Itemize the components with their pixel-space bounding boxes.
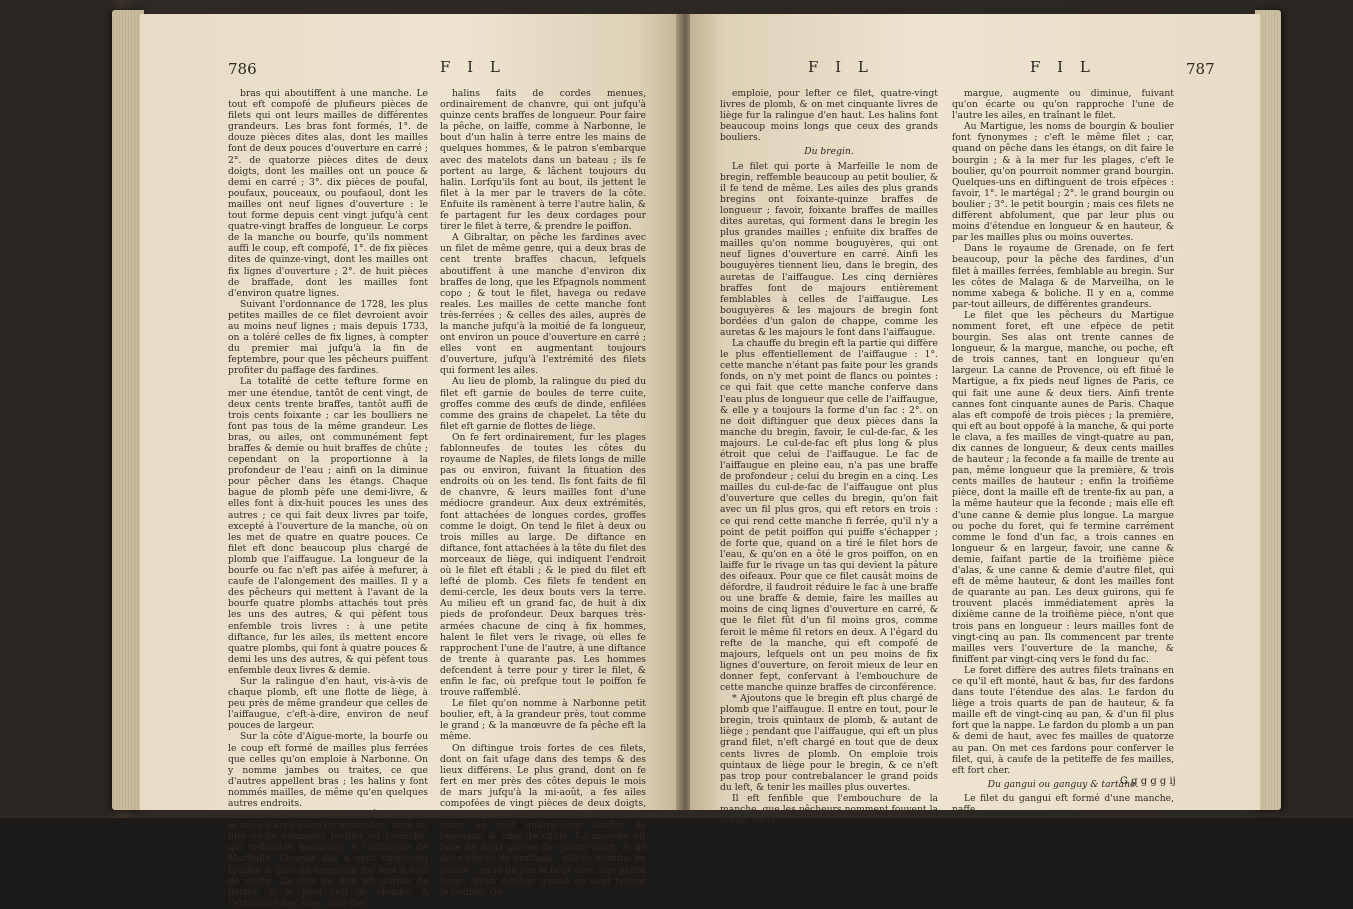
paragraph: Aux environs de Cette, on pêche depuis le mois d'avril jufqu'en novembre, avec un filet qu'ils nomment boulier ou bouliche, qui reffemble beaucoup à l'aiffaugue de Marfeille. Chaque aile a cent vingt-cinq braffes & plus de longueur, fur fept à huit de chûte. La tête du filet eft garnie de flottes, & le pied l'eft de plombs. A l'extrémité des ailes, font des [228,809,428,909]
paragraph: Le filet que les pêcheurs du Martigue nomment foret, eft une efpèce de petit bourgin. Ses alas ont trente cannes de longueur, & la margue, manche, ou poche, eft de trois cannes, tant en longueur qu'en largeur. La canne de Provence, où eft fitué le Martigue, a fix pieds neuf lignes de Paris, ce qui fait une aune & deux tiers. Ainfi trente cannes font cinquante aunes de Paris. Chaque alas eft compofé de trois pièces ; la première, qui eft au bout oppofé à la manche, & qui porte le clava, a fes mailles de vingt-quatre au pan, dix cannes de longueur, & deux cents mailles de hauteur ; la feconde a fa maille de trente au pan, même longueur que la première, & trois cents mailles de hauteur ; enfin la troifième pièce, dont la maille eft de trente-fix au pan, a la même hauteur que la feconde ; mais elle eft d'une canne & demie plus longue. La margue ou poche du foret, qui fe termine carrément comme le fond d'un fac, a trois cannes en longueur & en largeur, favoir, une canne & demie, faifant partie de la troifième pièce d'alas, & une canne & demie d'autre filet, qui eft de même hauteur, & dont les mailles font de quarante au pan. Les deux guirons, qui fe trouvent placés immédiatement après la dixième canne de la troifième pièce, n'ont que trois pans en longueur : leurs mailles font de vingt-cinq au pan. Ils commencent par trente mailles vers l'ouverture de la manche, & finiffent par vingt-cinq vers le fond du fac. [952,309,1174,665]
left-page [140,14,680,909]
right-running-head: F I L [808,58,874,76]
paragraph: A Gibraltar, on pêche les fardines avec un filet de même genre, qui a deux bras de cent trente braffes chacun, lefquels aboutiffent à une manche d'environ dix braffes de long, que les Efpagnols nomment copo ; & tout le filet, havega ou redave reales. Les mailles de cette manche font très-ferrées ; & celles des ailes, auprès de la manche jufqu'à la moitié de fa longueur, ont environ un pouce d'ouverture en carré ; elles vont en augmentant toujours d'ouverture, jufqu'à l'extrémité des filets qui forment les ailes. [440,232,646,377]
paragraph: Sur la côte d'Aigue-morte, la bourfe ou le coup eft formé de mailles plus ferrées que celles qu'on emploie à Narbonne. On y nomme jambes ou traites, ce que d'autres appellent bras ; les halins y font nommés mailles, de même qu'en quelques autres endroits. [228,731,428,809]
paragraph: Au lieu de plomb, la ralingue du pied du filet eft garnie de boules de terre cuite, groffes comme des œufs de dinde, enfilées comme des grains de chapelet. La tête du filet eft garnie de flottes de liège. [440,376,646,432]
section-heading: Du bregin. [804,146,854,158]
paragraph: * Ajoutons que le bregin eft plus chargé de plomb que l'aiffaugue. Il entre en tout, pour le bregin, trois quintaux de plomb, & autant de liège ; pendant que l'aiffaugue, qui eft un plus grand filet, n'eft chargé en tout que de deux cents livres de plomb. On emploie trois quintaux de liège pour le bregin, & ce n'eft pas trop pour contrebalancer le grand poids du left, & tenir les mailles plus ouvertes. [720,693,938,793]
paragraph: La totalité de cette tefture forme en mer une étendue, tantôt de cent vingt, de deux cents trente braffes, tantôt auffi de trois cents foixante ; car les boulliers ne font pas tous de la même grandeur. Les bras, ou ailes, ont communément fept braffes & demie ou huit braffes de chûte ; cependant on la proportionne à la profondeur de l'eau ; ainfi on la diminue pour pêcher dans les étangs. Chaque bague de plomb pèfe une demi-livre, & elles font à dix-huit pouces les unes des autres ; ce qui fait deux livres par toife, excepté à l'ouverture de la manche, où on les met de quatre en quatre pouces. Ce filet eft donc beaucoup plus chargé de plomb que l'aiffaugue. La longueur de la bourfe ou fac n'eft pas aifée à mefurer, à caufe de l'alongement des mailles. Il y a des pêcheurs qui mettent à l'avant de la bourfe quatre plombs attachés tout près les uns des autres, & qui pèfent tous enfemble trois livres : à une petite diftance, fur les ailes, ils mettent encore quatre plombs, qui font à quatre pouces & demi les uns des autres, & qui pèfent tous enfemble deux livres & demie. [228,376,428,676]
right-running-head-2: F I L [1030,58,1096,76]
left-column-2 [440,88,646,898]
paragraph: Le filet du gangui eft formé d'une manche, naffe [952,792,1174,815]
paragraph: Suivant l'ordonnance de 1728, les plus petites mailles de ce filet devroient avoir au moins neuf lignes ; mais depuis 1733, on a toléré celles de fix lignes, à compter du premier mai jufqu'à la fin de feptembre, pour que les pêcheurs puiffent profiter du paffage des fardines. [228,298,428,377]
paragraph: Il eft fenfible que l'embouchure de la manche, que les pêcheurs nomment fouvent la gorge, ou la [720,792,938,827]
paragraph: Dans le royaume de Grenade, on fe fert beaucoup, pour la pêche des fardines, d'un filet à mailles ferrées, femblable au bregin. Sur les côtes de Malaga & de Marveilha, on le nomme xabega & boliche. Il y en a, comme par-tout ailleurs, de différentes grandeurs. [952,243,1174,310]
paragraph: margue, augmente ou diminue, fuivant qu'on écarte ou qu'on rapproche l'une de l'autre les ailes, en traînant le filet. [952,88,1174,122]
paragraph: Sur la ralingue d'en haut, vis-à-vis de chaque plomb, eft une flotte de liège, à peu près de même grandeur que celles de l'aiffaugue, c'eft-à-dire, environ de neuf pouces de largeur. [228,675,428,732]
signature-mark: G g g g g ij [1120,776,1176,787]
paragraph: Le filet qu'on nomme à Narbonne petit boulier, eft, à la grandeur près, tout comme le grand ; & la manœuvre de fa pêche eft la même. [440,698,646,743]
left-page-number: 786 [228,60,257,78]
paragraph: Le foret diffère des autres filets traînans en ce qu'il eft monté, haut & bas, fur des fardons dans toute l'étendue des alas. Le fardon du liège a trois quarts de pan de hauteur, & fa maille eft de vingt-cinq au pan, & d'un fil plus fort que la nappe. Le fardon du plomb a un pan & demi de haut, avec fes mailles de quatorze au pan. On met ces fardons pour conferver le filet, qui, à caufe de la petiteffe de fes mailles, eft fort cher. [952,664,1174,776]
paragraph: Au Martigue, les noms de bourgin & boulier font fynonymes ; c'eft le même filet ; car, quand on pêche dans les étangs, on dit faire le bourgin ; & à la mer fur les plages, c'eft le boulier, qu'on pourroit nommer grand bourgin. Quelques-uns en diftinguent de trois efpèces : favoir, 1°. le martégal ; 2°. le grand bourgin ou boulier ; 3°. le petit bourgin ; mais ces filets ne diffèrent abfolument, que par leur plus ou moins d'étendue en longueur & en hauteur, & par les mailles plus ou moins ouvertes. [952,121,1174,244]
paragraph: emploie, pour lefter ce filet, quatre-vingt livres de plomb, & on met cinquante livres de liège fur la ralingue d'en haut. Les halins font beaucoup moins longs que ceux des grands bouliers. [720,88,938,144]
right-column-2 [952,88,1174,815]
paragraph: halins faits de cordes menues, ordinairement de chanvre, qui ont jufqu'à quinze cents braffes de longueur. Pour faire la pêche, on laiffe, comme à Narbonne, le bout d'un halin à terre entre les mains de quelques hommes, & le patron s'embarque avec des matelots dans un bateau ; ils fe portent au large, & lâchent toujours du halin. Lorfqu'ils font au bout, ils jettent le filet à la mer par le travers de la côte. Enfuite ils ramènent à terre l'autre halin, & fe partagent fur les deux cordages pour tirer le filet à terre, & prendre le poiffon. [440,88,646,233]
right-page [690,14,1260,827]
right-column-1 [720,88,938,826]
paragraph: On diftingue trois fortes de ces filets, dont on fait ufage dans des temps & des lieux différens. Le plus grand, dont on fe fert en mer près des côtes depuis le mois de mars jufqu'à la mi-août, a fes ailes compofées de vingt pièces de deux doigts, de fix de poufal, & de deux de quinze-vingt, ayant en tout quatre-vingt braffes de longueur, & cinq de chûte. La manche eft faite de deux pièces de quatre-vingt, & de deux pièces de braffade ; elle fe termine en pointe ; on la lie par le bout avec une petite ligne, qu'on dénoue quand on veut retirer le poiffon. On [440,742,646,898]
paragraph: bras qui aboutiffent à une manche. Le tout eft compofé de plufieurs pièces de filets qui ont leurs mailles de différentes grandeurs. Les bras font formés, 1°. de douze pièces dites alas, dont les mailles font de deux pouces d'ouverture en carré ; 2°. de quatorze pièces dites de deux doigts, dont les mailles ont un pouce & demi en carré ; 3°. dix pièces de poufal, poufaux, pouceaux, ou poufaoul, dont les mailles ont neuf lignes d'ouverture : le tout forme depuis cent vingt jufqu'à cent quatre-vingt braffes de longueur. Le corps de la manche ou bourfe, qu'ils nomment auffi le coup, eft compofé, 1°. de fix pièces dites de quinze-vingt, dont les mailles ont fix lignes d'ouverture ; 2°. de huit pièces de braffade, dont les mailles font d'environ quatre lignes. [228,88,428,299]
section-heading: Du gangui ou ganguy & tartane. [987,778,1139,790]
right-page-number: 787 [1186,60,1215,78]
paragraph: La chauffe du bregin eft la partie qui diffère le plus effentiellement de l'aiffaugue : 1°. cette manche n'étant pas faite pour les grands fonds, on n'y met point de flancs ou pointes : ce qui fait que cette manche conferve dans l'eau plus de longueur que celle de l'aiffaugue, & elle y a toujours la forme d'un fac : 2°. on ne doit diftinguer que deux pièces dans la manche du bregin, favoir, le cul-de-fac, & les majours. Le cul-de-fac eft plus long & plus étroit que celui de l'aiffaugue. Le fac de l'aiffaugue en pleine eau, n'a pas une braffe de profondeur ; celui du bregin en a cinq. Les mailles du cul-de-fac de l'aiffaugue ont plus d'ouverture que celles du bregin, qu'on fait avec un fil plus gros, qui eft retors en trois : ce qui rend cette manche fi ferrée, qu'il n'y a point de petit poiffon qui puiffe s'échapper ; de forte que, quand on a tiré le filet hors de l'eau, & qu'on en a ôté le gros poiffon, on en laiffe fur le rivage un tas qui devient la pâture des oifeaux. Pour que ce filet causât moins de défordre, il faudroit réduire le fac à une braffe ou une braffe & demie, faire les mailles au moins de cinq lignes d'ouverture en carré, & que le filet fût d'un fil moins gros, comme feroit le même fil retors en deux. A l'égard du refte de la manche, qui eft compofé de majours, lefquels ont un peu moins de fix lignes d'ouverture, on feroit mieux de leur en donner fept, confervant à l'embouchure de cette manche quinze braffes de circonférence. [720,338,938,693]
left-running-head: F I L [440,58,506,76]
paragraph: Le filet qui porte à Marfeille le nom de bregin, reffemble beaucoup au petit boulier, & il fe tend de même. Les ailes des plus grands bregins ont foixante-quinze braffes de longueur ; favoir, foixante braffes de mailles dites auretas, qui forment dans le bregin les plus grandes mailles ; enfuite dix braffes de mailles qu'on nomme bouguyères, qui ont neuf lignes d'ouverture en carré. Ainfi les bouguyères tiennent lieu, dans le bregin, des auretas de l'aiffaugue. Les cinq dernières braffes font de majours entièrement femblables à celles de l'aiffaugue. Les bouguyères & les majours de bregin font bordées d'un galon de chappe, comme les auretas & les majours le font dans l'aiffaugue. [720,160,938,338]
left-column-1 [228,88,428,909]
paragraph: On fe fert ordinairement, fur les plages fablonneufes de toutes les côtes du royaume de Naples, de filets longs de mille pas ou environ, fuivant la fituation des endroits où on les tend. Ils font faits de fil de chanvre, & leurs mailles font d'une médiocre grandeur. Aux deux extrémités, font attachées de longues cordes, groffes comme le doigt. On tend le filet à deux ou trois milles au large. De diftance en diftance, font attachées à la tête du filet des morceaux de liège, qui indiquent l'endroit où le filet eft établi ; & le pied du filet eft lefté de plomb. Ces filets fe tendent en demi-cercle, les deux bouts vers la terre. Au milieu eft un grand fac, de huit à dix pieds de profondeur. Deux barques très-armées chacune de cinq à fix hommes, halent le filet vers le rivage, où elles fe rapprochent l'une de l'autre, à une diftance de trente à quarante pas. Les hommes defcendent à terre pour y tirer le filet, & enfin le fac, où prefque tout le poiffon fe trouve raffemblé. [440,431,646,699]
